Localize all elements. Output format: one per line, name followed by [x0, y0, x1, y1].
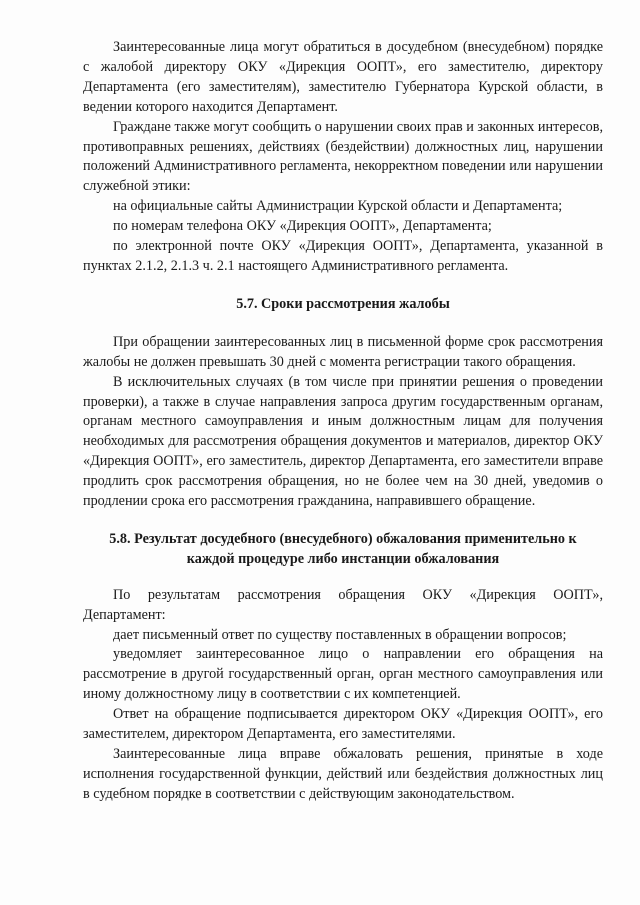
list-item-email: по электронной почте ОКУ «Дирекция ООПТ», Департамента, указанной в пунктах 2.1.2, 2.1.3 ч. 2.1 настоящего Административного регламента.: [83, 238, 603, 274]
paragraph-answer-signature: Ответ на обращение подписывается директором ОКУ «Дирекция ООПТ», его заместителем, директором Департамента, его заместителями.: [83, 706, 603, 743]
list-item-phones: по номерам телефона ОКУ «Дирекция ООПТ», Департамента;: [113, 218, 492, 235]
section-heading-5-8: [83, 530, 603, 570]
list-item-redirect-notice: уведомляет заинтересованное лицо о направлении его обращения на рассмотрение в другой государственный орган, орган местного самоуправления или иному должностному лицу в соответствии с их компетенцией.: [83, 646, 603, 703]
section-heading-5-8-line2: каждой процедуре либо инстанции обжалования: [186, 550, 500, 567]
paragraph-results: По результатам рассмотрения обращения ОКУ «Дирекция ООПТ», Департамент:: [83, 586, 603, 623]
paragraph-complaint-appeal: Заинтересованные лица могут обратиться в досудебном (внесудебном) порядке с жалобой директору ОКУ «Дирекция ООПТ», его заместителю, директору Департамента (его заместителям), заместителю Губернатора Курской области, в ведении которого находится Департамент.: [83, 39, 603, 115]
list-item-websites: на официальные сайты Администрации Курской области и Департамента;: [113, 198, 563, 215]
section-heading-5-7: 5.7. Сроки рассмотрения жалобы: [236, 295, 450, 312]
paragraph-citizens-report: Граждане также могут сообщить о нарушении своих прав и законных интересов, противоправных решениях, действиях (бездействии) должностных лиц, нарушении положений Административного регламента, некорректном поведении или нарушении служебной этики:: [83, 118, 603, 195]
section-heading-5-8-line1: 5.8. Результат досудебного (внесудебного) обжалования применительно к: [109, 530, 577, 547]
paragraph-extension: В исключительных случаях (в том числе при принятии решения о проведении проверки), а также в случае направления запроса другим государственным органам, органам местного самоуправления и иным должностным лицам для получения необходимых для рассмотрения обращения документов и материалов, директор ОКУ «Дирекция ООПТ», его заместитель, директор Департамента, его заместители вправе продлить срок рассмотрения обращения, но не более чем на 30 дней, уведомив о продлении срока его рассмотрения гражданина, направившего обращение.: [83, 373, 603, 510]
document-body: [83, 38, 603, 805]
paragraph-review-period: При обращении заинтересованных лиц в письменной форме срок рассмотрения жалобы не должен превышать 30 дней с момента регистрации такого обращения.: [83, 333, 603, 370]
list-item-written-answer: дает письменный ответ по существу поставленных в обращении вопросов;: [113, 626, 567, 643]
paragraph-judicial-appeal: Заинтересованные лица вправе обжаловать решения, принятые в ходе исполнения государственной функции, действий или бездействия должностных лиц в судебном порядке в соответствии с действующим законодательством.: [83, 746, 603, 802]
